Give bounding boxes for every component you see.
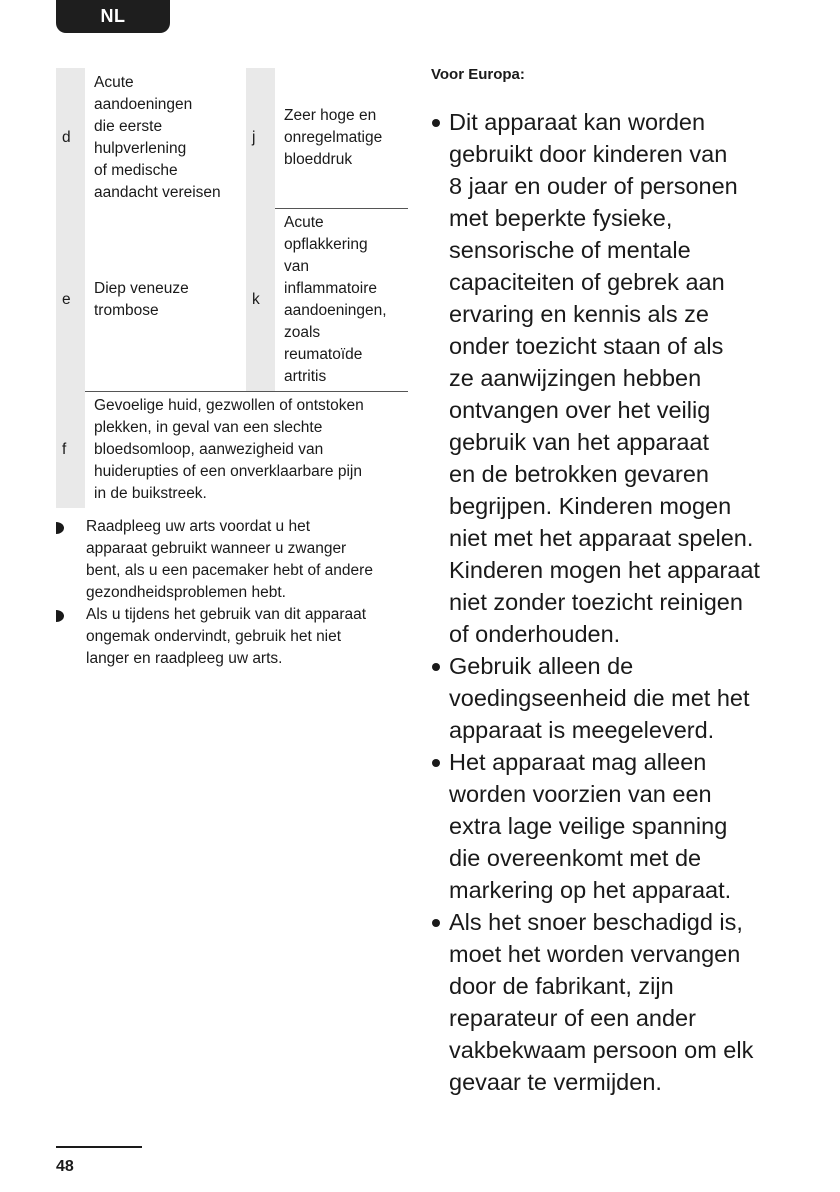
condition-text: Diep veneuze trombose [94,279,189,319]
conditions-table [56,68,408,508]
page-number: 48 [56,1158,74,1175]
bullet-dot-icon [432,663,440,671]
notes-list [56,516,412,670]
half-circle-bullet-icon [56,610,64,622]
condition-text: Acute opflakkering van inflammatoire aandoeningen, zoals reumatoïde artritis [275,209,408,392]
list-item [431,746,791,906]
condition-text: Zeer hoge en onregelmatige bloeddruk [275,68,408,209]
table-row [56,209,408,392]
list-item [56,516,412,604]
language-tab: NL [56,0,170,33]
bullet-text: Het apparaat mag alleen worden voorzien van een extra lage veilige spanning die overeenkomt met de markering op het apparaat. [449,749,732,903]
row-letter: k [246,209,275,392]
half-circle-bullet-icon [56,522,64,534]
table-row [56,68,408,209]
row-letter: j [246,68,275,209]
note-text: Raadpleeg uw arts voordat u het apparaat gebruikt wanneer u zwanger bent, als u een pacemaker hebt of andere gezondheidsproblemen hebt. [86,518,373,601]
list-item [431,106,791,650]
bullet-dot-icon [432,919,440,927]
bullet-text: Dit apparaat kan worden gebruikt door kinderen van 8 jaar en ouder of personen met beperkte fysieke, sensorische of mentale capaciteiten of gebrek aan ervaring en kennis als ze onder toezicht staan of als ze aanwijzingen hebben ontvangen over het veilig gebruik van het apparaat en de betrokken gevaren begrijpen. Kinderen mogen niet met het apparaat spelen. Kinderen mogen het apparaat niet zonder toezicht reinigen of onderhouden. [449,109,760,647]
footer-divider [56,1146,142,1148]
row-letter: e [56,209,85,392]
row-letter: f [56,392,85,509]
condition-text: Gevoelige huid, gezwollen of ontstoken plekken, in geval van een slechte bloedsomloop, aanwezigheid van huiderupties of een onverklaarbare pijn in de buikstreek. [85,392,408,509]
list-item [56,604,412,670]
row-letter: d [56,68,85,209]
table-row [56,392,408,509]
list-item [431,650,791,746]
condition-text: Acute aandoeningen die eerste hulpverlening of medische aandacht vereisen [94,74,221,202]
bullet-dot-icon [432,759,440,767]
list-item [431,906,791,1098]
safety-section [431,66,791,1098]
safety-bullets [431,106,791,1098]
bullet-text: Als het snoer beschadigd is, moet het worden vervangen door de fabrikant, zijn reparateur of een ander vakbekwaam persoon om elk gevaar te vermijden. [449,909,754,1095]
bullet-dot-icon [432,119,440,127]
bullet-text: Gebruik alleen de voedingseenheid die met het apparaat is meegeleverd. [449,653,750,743]
note-text: Als u tijdens het gebruik van dit apparaat ongemak ondervindt, gebruik het niet langer en raadpleeg uw arts. [86,606,367,667]
section-heading: Voor Europa: [431,66,525,83]
